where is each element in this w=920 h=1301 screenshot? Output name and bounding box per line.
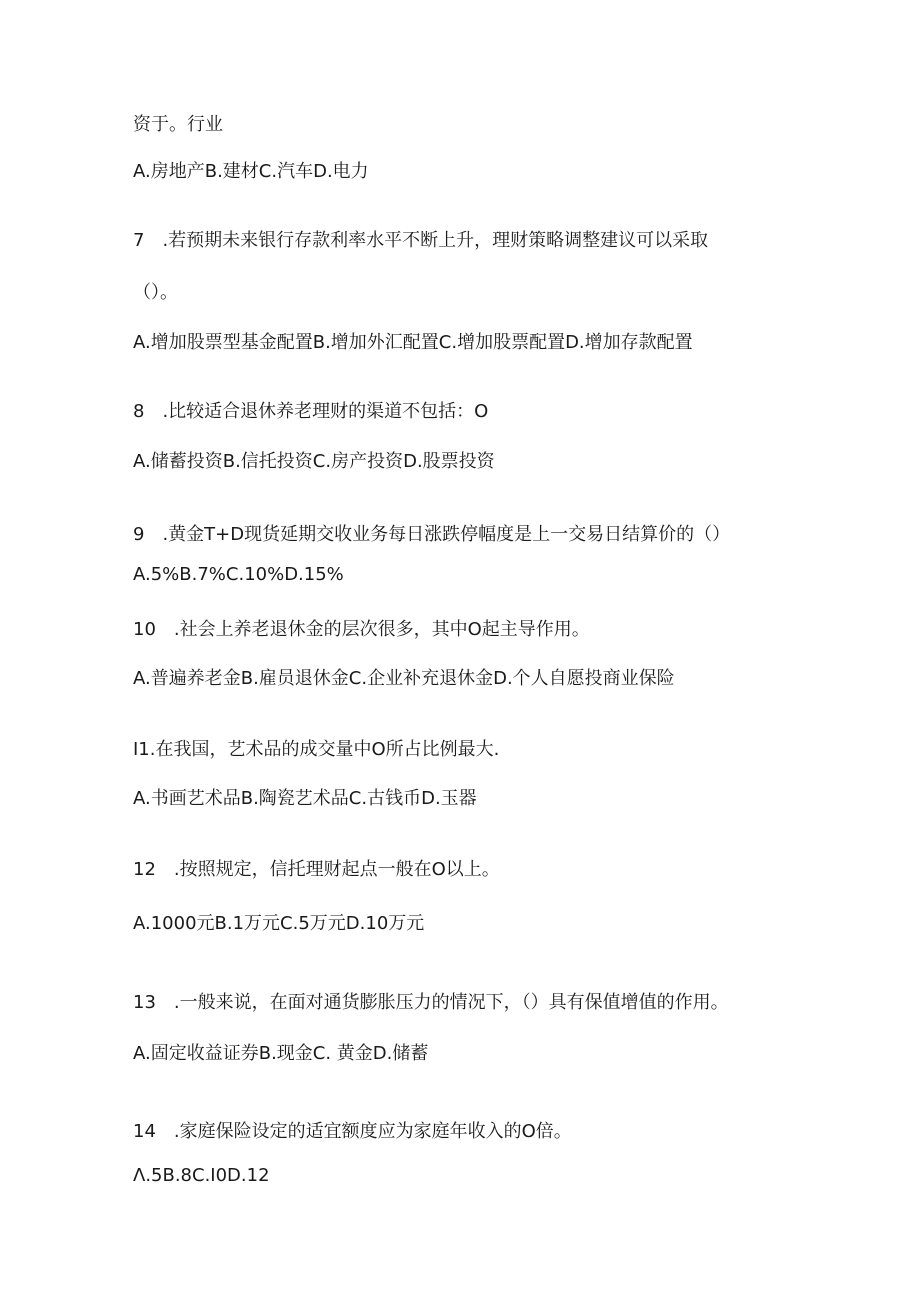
- question-13-text: 13 .一般来说，在面对通货膨胀压力的情况下，（）具有保值增值的作用。: [133, 992, 729, 1013]
- question-10-text: 10 .社会上养老退休金的层次很多，其中O起主导作用。: [133, 619, 590, 640]
- question-9-options: A.5%B.7%C.10%D.15%: [133, 564, 344, 585]
- question-11-text: I1.在我国，艺术品的成交量中O所占比例最大.: [133, 739, 500, 760]
- question-14-text: 14 .家庭保险设定的适宜额度应为家庭年收入的O倍。: [133, 1121, 572, 1142]
- question-9-text: 9 .黄金T+D现货延期交收业务每日涨跌停幅度是上一交易日结算价的（）: [133, 524, 731, 545]
- question-12-options: A.1000元B.1万元C.5万元D.10万元: [133, 913, 425, 934]
- question-12-text: 12 .按照规定，信托理财起点一般在O以上。: [133, 859, 500, 880]
- question-14-options: Λ.5B.8C.I0D.12: [133, 1165, 270, 1186]
- question-11-options: A.书画艺术品B.陶瓷艺术品C.古钱币D.玉器: [133, 788, 477, 809]
- question-10-options: A.普遍养老金B.雇员退休金C.企业补充退休金D.个人自愿投商业保险: [133, 668, 675, 689]
- question-8-options: A.储蓄投资B.信托投资C.房产投资D.股票投资: [133, 451, 495, 472]
- question-7-text: 7 .若预期未来银行存款利率水平不断上升，理财策略调整建议可以采取: [133, 230, 709, 251]
- question-7-options: A.增加股票型基金配置B.增加外汇配置C.增加股票配置D.增加存款配置: [133, 332, 693, 353]
- question-13-options: A.固定收益证券B.现金C. 黄金D.储蓄: [133, 1043, 429, 1064]
- question-7-text-continued: （）。: [133, 282, 178, 303]
- question-6-continuation: 资于。行业: [133, 114, 223, 135]
- question-6-options: A.房地产B.建材C.汽车D.电力: [133, 161, 369, 182]
- question-8-text: 8 .比较适合退休养老理财的渠道不包括：O: [133, 401, 489, 422]
